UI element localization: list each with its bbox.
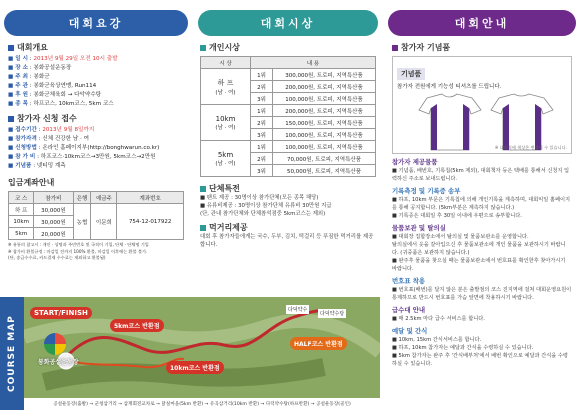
info-section-title: 참가자 제공물품 [392, 158, 438, 166]
info-row [8, 126, 184, 135]
info-label: ■ 접수기간 [8, 127, 37, 133]
rank-cell: 3위 [251, 93, 273, 105]
overview-list [8, 55, 184, 109]
course-cell: 5km [9, 228, 34, 240]
prize-cell: 70,000원, 트로피, 지역특산품 [273, 153, 376, 165]
apply-list [8, 126, 184, 171]
table-row [201, 105, 376, 117]
category-sub: (남 · 여) [215, 124, 236, 131]
prize-cell: 100,000원, 트로피, 지역특산품 [273, 129, 376, 141]
section-account-title: 입금계좌안내 [8, 177, 55, 187]
separator: : [31, 163, 37, 169]
bullet-icon [8, 116, 14, 122]
team-list [200, 194, 376, 218]
info-label: ■ 주 관 [8, 83, 28, 89]
prize-cell: 100,000원, 트로피, 지역특산품 [273, 93, 376, 105]
info-row [8, 135, 184, 144]
prize-cell: 100,000원, 트로피, 지역특산품 [273, 141, 376, 153]
info-label: ■ 참가자격 [8, 136, 37, 142]
prize-cell: 150,000원, 트로피, 지역특산품 [273, 117, 376, 129]
info-value: 신체 건강한 남 · 여 [42, 136, 90, 142]
rank-cell: 2위 [251, 81, 273, 93]
category-name: 하 프 [217, 78, 234, 87]
info-label: ■ 기념품 [8, 163, 32, 169]
info-row [8, 100, 184, 109]
team-line: ■ 팬트 제공 : 30명이상 참가단체(모든 종목 해당) [200, 195, 319, 201]
info-row [8, 64, 184, 73]
prize-table [200, 56, 376, 177]
banner-race-outline: 대회요강 [4, 10, 188, 36]
start-finish-label: START/FINISH [30, 307, 92, 319]
info-section-text: ■ 대회장 집합장소에서 탈의실 및 물품보관소를 운영합니다. 탈의실에서 옷을 갈아입으신 후 물품보관소에 개인 물품을 보관하시기 바랍니다. (귀중품은 보관하지 않습니다.) ■ 완주후 물품을 찾으실 때는 물품보관소에서 번호표를 확인한후 찾아가시기 바랍니다. [392, 234, 566, 272]
info-section-title: 급수대 안내 [392, 306, 426, 314]
separator: : [28, 65, 34, 71]
separator: : [35, 154, 41, 160]
account-header: 계좌번호 [117, 192, 184, 204]
info-value: 2013년 9월 8일까지 [42, 127, 95, 133]
tag-half-turn: HALF코스 반환점 [290, 337, 347, 350]
info-value: 2013년 9월 29일 오전 10시 출발 [33, 56, 118, 62]
category-sub: (남 · 여) [215, 89, 236, 96]
info-value: 온라인 홈페이지부(http://bonghwarun.co.kr) [42, 145, 160, 151]
info-section-title: 기록측정 및 기록증 송부 [392, 187, 461, 195]
prize-cell: 50,000원, 트로피, 지역특산품 [273, 165, 376, 177]
separator: : [36, 145, 43, 151]
stadium-label: 봉화공설운동장 [38, 359, 79, 366]
category-name: 5km [217, 150, 234, 159]
info-section-title: 물품보관 및 탈의실 [392, 224, 446, 232]
prize-header-award: 시 상 [201, 57, 251, 69]
course-map [0, 297, 380, 410]
separator: : [28, 56, 34, 62]
team-line: ■ 유류비제공 : 30명이상 참가단체 유류비 30만원 지급 [200, 203, 332, 209]
account-notes: ※ 유통의 참고시 : 개인 · 상명과 주민번호 및 국적이 기입, 단체 · 단체명 기입 ※ 참가비 환불규정 : 마감일 전까지 100% 환불, 마감일 이후에는 환불 불가. (단, 송금수수료, 카드결제 수수료는 제외하고 환불됨) [8, 242, 149, 260]
info-row [8, 162, 184, 171]
fee-cell: 30,000원 [34, 216, 73, 228]
separator: : [28, 74, 34, 80]
food-text: 대회 후 참가자들에게는 국수, 두부, 김치, 떡걸리 등 푸짐한 먹거리를 제공합니다. [200, 234, 374, 248]
rank-cell: 3위 [251, 129, 273, 141]
info-section-title: 예달 및 간식 [392, 327, 428, 335]
info-value: 봉화군 [33, 74, 50, 80]
table-row [9, 204, 184, 216]
route-summary: 공설운동장(출발) → 군청삼거리 → 삼계회전교차로 → 닭실마을(5km 반환) → 유곡삼거리(10km 반환) → 다덕약수탕(하프반환) → 공설운동장(골인) [24, 398, 380, 410]
section-team-title: 단체특전 [200, 183, 376, 194]
account-header: 참가비 [34, 192, 73, 204]
column-info [384, 0, 580, 368]
rank-cell: 1위 [251, 105, 273, 117]
gift-box-title: 기념품 [397, 68, 425, 80]
tshirt-front-icon [419, 94, 481, 150]
team-line: (단, 관내 참가단체와 단체참석점중 5km코스는 제외) [200, 211, 326, 217]
fee-cell: 20,000원 [34, 228, 73, 240]
separator: : [28, 101, 34, 107]
info-sections [392, 158, 572, 368]
separator: : [28, 83, 34, 89]
column-race-outline [0, 0, 192, 262]
bank-cell: 농협 [73, 204, 91, 240]
info-value: 하프코스, 10km코스, 5km 코스 [33, 101, 114, 107]
info-row [8, 91, 184, 100]
gift-box-text: 참가자 전원에게 기능성 티셔츠를 드립니다. [397, 84, 502, 90]
section-gift-title: 참가자 기념품 [392, 42, 572, 53]
prize-cell: 300,000원, 트로피, 지역특산품 [273, 69, 376, 81]
info-label: ■ 종 목 [8, 101, 28, 107]
info-section-text: ■ 기념품, 배번호, 기록칩(5km 제외), 대회책자 등은 택배를 통해서 신청지 입력하신 주소로 보내드립니다. [392, 168, 570, 182]
info-section-text: ■ 10km, 15km 간식서비스를 합니다. ■ 하프, 10km 참가자는 예달과 간식을 수령하실 수 있습니다. ■ 5km 참가자는 완주 후 '간식배부처'에서 배번 확인으로 예달과 간식을 수령하실 수 있습니다. [392, 337, 568, 367]
prize-cell: 200,000원, 트로피, 지역특산품 [273, 81, 376, 93]
info-section-title: 번호표 착용 [392, 277, 426, 285]
rank-cell: 1위 [251, 141, 273, 153]
info-label: ■ 신청방법 [8, 145, 37, 151]
gift-note: ※ 대회칙에 색상은 변경될 수 있습니다. [494, 145, 567, 150]
tag-5km-turn: 5km코스 반환점 [110, 319, 164, 332]
info-section-text: ■ 번호표(배번)를 달지 않은 분은 출발점의 코스 진지역에 걸쳐 대회운영요원이 통제하므로 반드시 번호표를 가슴 앞면에 착용하시기 바랍니다. [392, 287, 572, 301]
info-row [8, 153, 184, 162]
account-no-cell: 754-12-017922 [117, 204, 184, 240]
rank-cell: 2위 [251, 153, 273, 165]
separator: : [28, 92, 34, 98]
bullet-icon [200, 225, 206, 231]
rank-cell: 1위 [251, 69, 273, 81]
info-label: ■ 참 가 비 [8, 154, 36, 160]
info-value: 넷티밍 계측 [36, 163, 66, 169]
bullet-icon [200, 186, 206, 192]
fee-cell: 30,000원 [34, 204, 73, 216]
table-row [201, 141, 376, 153]
info-row [8, 55, 184, 64]
bullet-icon [200, 45, 206, 51]
account-header: 코 스 [9, 192, 34, 204]
category-sub: (남 · 여) [215, 160, 236, 167]
gift-box [392, 56, 572, 154]
info-label: ■ 일 시 [8, 56, 28, 62]
tshirt-back-icon [491, 94, 553, 150]
banner-awards: 대회시상 [198, 10, 378, 36]
place-label-2: 다덕약수탕 [320, 311, 345, 317]
info-section-text: ■ 하프, 10km 부문은 기록칩에 의해 개인기록을 계측하며, 대회익일 홈페이지를 통해 공지합니다. (5km부분은 계측하지 않습니다.) ■ 기록증은 대회일 후 30일 이내에 우편으로 송부합니다. [392, 197, 571, 219]
category-name: 10km [215, 114, 236, 123]
section-overview-title: 대회개요 [8, 42, 184, 53]
table-row [201, 69, 376, 81]
tag-10km-turn: 10km코스 반환점 [166, 361, 224, 374]
account-header: 은행 [73, 192, 91, 204]
account-header: 예금주 [91, 192, 117, 204]
section-prize-title: 개인시상 [200, 42, 376, 53]
rank-cell: 3위 [251, 165, 273, 177]
section-apply-title: 참가자 신청 접수 [8, 113, 184, 124]
banner-info: 대회안내 [388, 10, 576, 36]
section-food-title: 먹거리제공 [200, 222, 376, 233]
stadium-logo-icon [44, 333, 66, 355]
info-row [8, 73, 184, 82]
prize-cell: 200,000원, 트로피, 지역특산품 [273, 105, 376, 117]
bullet-icon [8, 45, 14, 51]
info-row [8, 144, 184, 153]
account-table [8, 191, 184, 240]
holder-cell: 이문희 [91, 204, 117, 240]
separator: : [36, 136, 43, 142]
info-row [8, 82, 184, 91]
prize-header-content: 내 용 [251, 57, 376, 69]
rank-cell: 2위 [251, 117, 273, 129]
info-label: ■ 장 소 [8, 65, 28, 71]
info-label: ■ 주 최 [8, 74, 28, 80]
bullet-icon [392, 45, 398, 51]
info-value: 봉화군육상연맹, Run114 [33, 83, 97, 89]
info-section-text: ■ 매 2.5km 마다 급수 서비스를 합니다. [392, 316, 485, 322]
course-cell: 하 프 [9, 204, 34, 216]
separator: : [36, 127, 43, 133]
category-cell [201, 105, 251, 141]
course-map-label: COURSE MAP [0, 297, 24, 410]
place-label-1: 다덕약수 [288, 307, 308, 313]
info-value: 봉화군체육회 → 다악약수탕 [33, 92, 102, 98]
column-awards [194, 0, 382, 249]
category-cell [201, 141, 251, 177]
course-cell: 10km [9, 216, 34, 228]
category-cell [201, 69, 251, 105]
info-value: 하프코스·10km코스→3만원, 5km코스→2만원 [40, 154, 156, 160]
info-value: 봉화공설운동장 [33, 65, 72, 71]
info-label: ■ 후 원 [8, 92, 28, 98]
